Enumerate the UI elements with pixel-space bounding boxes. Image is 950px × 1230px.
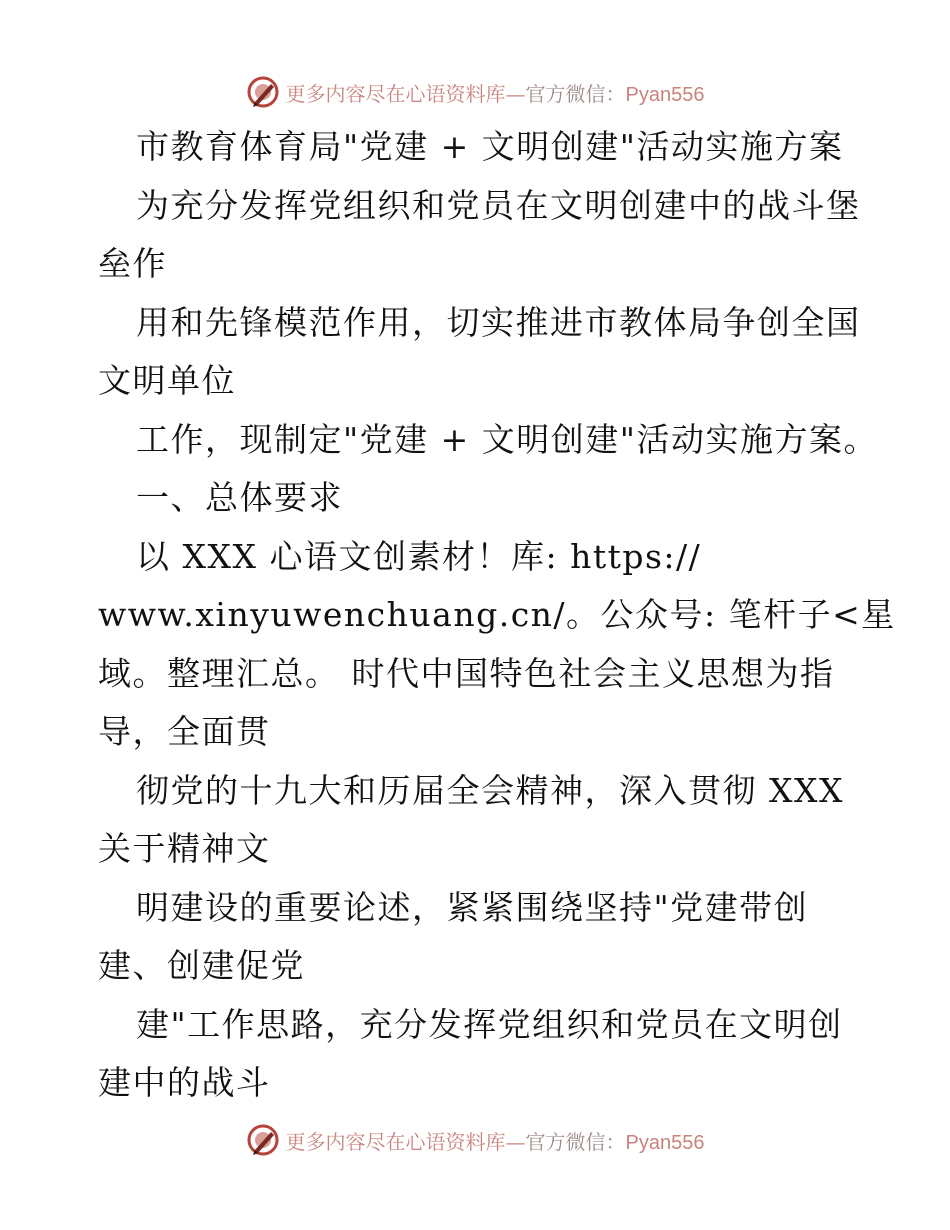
paragraph-line: 明建设的重要论述，紧紧围绕坚持"党建带创 <box>136 887 809 927</box>
paragraph-line: 工作，现制定"党建 + 文明创建"活动实施方案。 <box>136 419 878 459</box>
paragraph-line: 为充分发挥党组织和党员在文明创建中的战斗堡 <box>136 185 861 225</box>
watermark-wechat-id: Pyan556 <box>625 1131 705 1154</box>
paragraph-line: 建"工作思路，充分发挥党组织和党员在文明创 <box>136 1004 843 1044</box>
pen-logo-icon <box>246 1123 280 1157</box>
watermark-wechat-label: 官方微信： <box>525 81 626 106</box>
watermark-text <box>286 1126 705 1155</box>
paragraph-line: 以 XXX 心语文创素材！库: https:// <box>136 536 702 576</box>
watermark-group <box>246 75 705 109</box>
paragraph-line: 用和先锋模范作用，切实推进市教体局争创全国 <box>136 302 861 342</box>
document-title: 市教育体育局"党建 + 文明创建"活动实施方案 <box>136 127 844 166</box>
watermark-wechat-label: 官方微信： <box>525 1129 626 1154</box>
watermark-text <box>286 78 705 107</box>
watermark-dash: — <box>505 81 526 106</box>
document-body <box>98 118 896 1113</box>
header-watermark <box>0 72 950 112</box>
watermark-site-text: 更多内容尽在心语资料库 <box>285 1129 506 1154</box>
paragraph-line: 建中的战斗 <box>98 1063 271 1102</box>
watermark-group <box>246 1123 705 1157</box>
footer-watermark <box>0 1120 950 1160</box>
paragraph-line: 文明单位 <box>98 361 236 400</box>
paragraph-line: 导，全面贯 <box>98 712 271 751</box>
watermark-dash: — <box>505 1129 526 1154</box>
paragraph-line: 垒作 <box>98 244 167 283</box>
paragraph-line: www.xinyuwenchuang.cn/。公众号: 笔杆子<星 <box>98 595 896 634</box>
watermark-site-text: 更多内容尽在心语资料库 <box>285 81 506 106</box>
paragraph-line: 彻党的十九大和历届全会精神，深入贯彻 XXX <box>136 770 844 810</box>
paragraph-line: 建、创建促党 <box>98 946 305 985</box>
pen-logo-icon <box>246 75 280 109</box>
watermark-wechat-id: Pyan556 <box>625 83 705 106</box>
paragraph-line: 域。整理汇总。 时代中国特色社会主义思想为指 <box>98 653 835 693</box>
section-heading: 一、总体要求 <box>136 478 343 517</box>
paragraph-line: 关于精神文 <box>98 829 271 868</box>
